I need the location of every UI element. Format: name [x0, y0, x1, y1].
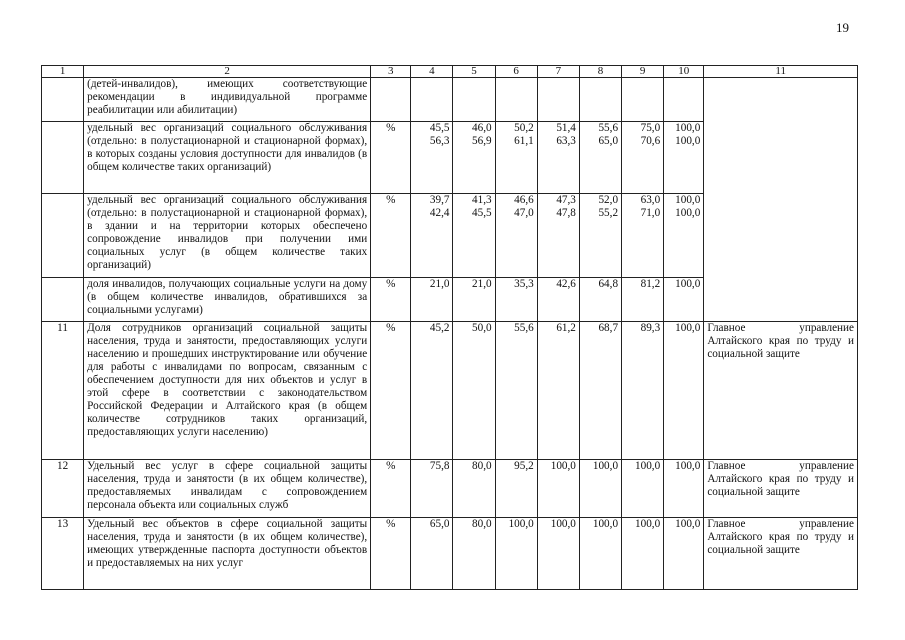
value-cell [537, 460, 579, 518]
value-text: 100,0 [550, 460, 576, 472]
header-cell: 3 [371, 66, 411, 78]
value-cell [579, 194, 621, 278]
value-cell [495, 278, 537, 322]
value-text: 68,7 [598, 322, 619, 334]
value-text: 39,7 [429, 194, 450, 206]
unit-cell: % [371, 122, 411, 194]
value-text: 42,4 [429, 207, 450, 219]
value-cell [622, 278, 664, 322]
unit-cell: % [371, 194, 411, 278]
value-cell [664, 278, 704, 322]
header-cell: 9 [622, 66, 664, 78]
value-cell [537, 122, 579, 194]
value-cell [411, 122, 453, 194]
value-cell [622, 194, 664, 278]
value-text: 63,3 [556, 135, 576, 147]
value-cell [411, 460, 453, 518]
row-index-cell [42, 278, 84, 322]
value-text: 100,0 [675, 135, 701, 147]
value-text: 75,8 [429, 460, 450, 472]
header-row [42, 66, 858, 78]
value-cell [453, 518, 495, 590]
row-index-cell: 11 [42, 322, 84, 460]
value-cell [453, 322, 495, 460]
row-index-cell [42, 194, 84, 278]
value-cell [664, 194, 704, 278]
indicators-table [41, 65, 858, 590]
value-cell [495, 194, 537, 278]
value-text: 75,0 [640, 122, 661, 134]
value-cell [537, 278, 579, 322]
value-cell [579, 122, 621, 194]
header-cell: 5 [453, 66, 495, 78]
value-text: 50,0 [472, 322, 492, 334]
value-text: 56,3 [429, 135, 450, 147]
value-cell [537, 194, 579, 278]
value-text: 51,4 [556, 122, 576, 134]
value-cell [622, 322, 664, 460]
indicator-description-cell: Удельный вес объектов в сфере социальной защиты населения, труда и занятости (в их общем количестве), имеющих утвержденные паспорта доступности объектов и предоставляемых на них услуг [84, 518, 371, 590]
header-cell: 10 [664, 66, 704, 78]
value-text: 100,0 [592, 460, 619, 472]
value-cell [411, 194, 453, 278]
value-text: 100,0 [675, 460, 701, 472]
value-cell [664, 518, 704, 590]
value-cell [453, 460, 495, 518]
value-cell [579, 518, 621, 590]
header-cell: 2 [84, 66, 371, 78]
value-text: 100,0 [592, 518, 619, 530]
value-text: 41,3 [472, 194, 492, 206]
value-cell [622, 78, 664, 122]
value-text: 70,6 [640, 135, 661, 147]
value-cell [579, 322, 621, 460]
value-cell [622, 518, 664, 590]
value-text: 55,6 [598, 122, 619, 134]
value-cell [411, 278, 453, 322]
value-text: 47,3 [556, 194, 576, 206]
value-text: 35,3 [514, 278, 534, 290]
value-text: 61,2 [556, 322, 576, 334]
value-cell [537, 322, 579, 460]
value-cell [411, 78, 453, 122]
value-cell [579, 278, 621, 322]
value-text: 100,0 [635, 518, 661, 530]
value-text: 21,0 [472, 278, 492, 290]
indicator-description-cell: Доля сотрудников организаций социальной защиты населения, труда и занятости, предоставляющих услуги населению и прошедших инструктирование или обучение для работы с инвалидами по вопросам, связанным с обеспечением доступности для них объектов и услуг в этой сфере в соответствии с законодательством Российской Федерации и Алтайского края (в общем количестве сотрудников таких организаций, предоставляющих услуги населению) [84, 322, 371, 460]
header-cell: 4 [411, 66, 453, 78]
value-cell [495, 518, 537, 590]
table-row [42, 518, 858, 590]
row-index-cell [42, 122, 84, 194]
value-cell [495, 78, 537, 122]
indicator-description-cell: удельный вес организаций социального обслуживания (отдельно: в полустационарной и стационарной формах), в здании и на территории которых обеспечено сопровождение инвалидов при получении ими социальных услуг (в общем количестве таких организаций) [84, 194, 371, 278]
value-text: 61,1 [514, 135, 534, 147]
indicator-description-cell: доля инвалидов, получающих социальные услуги на дому (в общем количестве инвалидов, обратившихся за социальными услугами) [84, 278, 371, 322]
value-text: 100,0 [508, 518, 534, 530]
value-text: 65,0 [429, 518, 450, 530]
value-text: 100,0 [675, 278, 701, 290]
unit-cell: % [371, 460, 411, 518]
header-cell: 11 [704, 66, 858, 78]
indicator-description-cell: удельный вес организаций социального обслуживания (отдельно: в полустационарной и стационарной формах), в которых созданы условия доступности для инвалидов (в общем количестве таких организаций) [84, 122, 371, 194]
responsible-cell: Главное управление Алтайского края по труду и социальной защите [704, 518, 858, 590]
value-cell [453, 194, 495, 278]
value-cell [411, 322, 453, 460]
unit-cell [371, 78, 411, 122]
responsible-cell: Главное управление Алтайского края по труду и социальной защите [704, 322, 858, 460]
value-text: 55,2 [598, 207, 619, 219]
value-text: 100,0 [675, 207, 701, 219]
value-cell [622, 460, 664, 518]
value-text: 89,3 [640, 322, 661, 334]
value-text: 50,2 [514, 122, 534, 134]
value-cell [579, 78, 621, 122]
responsible-cell [704, 78, 858, 322]
value-text: 100,0 [635, 460, 661, 472]
value-cell [411, 518, 453, 590]
table-row [42, 322, 858, 460]
header-cell: 7 [537, 66, 579, 78]
page-number: 19 [836, 20, 849, 35]
header-cell: 6 [495, 66, 537, 78]
row-index-cell: 13 [42, 518, 84, 590]
value-text: 42,6 [556, 278, 576, 290]
value-cell [453, 78, 495, 122]
unit-cell: % [371, 278, 411, 322]
value-text: 45,2 [429, 322, 450, 334]
indicator-description-cell: Удельный вес услуг в сфере социальной защиты населения, труда и занятости (в их общем количестве), предоставляемых инвалидам с сопровождением персонала объекта или социальных служб [84, 460, 371, 518]
value-text: 47,8 [556, 207, 576, 219]
value-text: 52,0 [598, 194, 619, 206]
value-text: 45,5 [429, 122, 450, 134]
value-text: 65,0 [598, 135, 619, 147]
unit-cell: % [371, 322, 411, 460]
responsible-cell: Главное управление Алтайского края по труду и социальной защите [704, 460, 858, 518]
value-text: 80,0 [472, 518, 492, 530]
value-text: 21,0 [429, 278, 450, 290]
value-text: 63,0 [640, 194, 661, 206]
value-text: 95,2 [514, 460, 534, 472]
value-text: 80,0 [472, 460, 492, 472]
value-text: 56,9 [472, 135, 492, 147]
value-text: 64,8 [598, 278, 619, 290]
unit-cell: % [371, 518, 411, 590]
value-cell [537, 518, 579, 590]
value-cell [579, 460, 621, 518]
value-text: 46,0 [472, 122, 492, 134]
row-index-cell [42, 78, 84, 122]
value-cell [664, 122, 704, 194]
value-text: 100,0 [675, 518, 701, 530]
value-text: 100,0 [675, 194, 701, 206]
value-cell [453, 278, 495, 322]
table-row [42, 460, 858, 518]
value-cell [495, 460, 537, 518]
indicator-description-cell: (детей-инвалидов), имеющих соответствующие рекомендации в индивидуальной программе реабилитации или абилитации) [84, 78, 371, 122]
header-cell: 1 [42, 66, 84, 78]
value-text: 45,5 [472, 207, 492, 219]
value-text: 100,0 [675, 322, 701, 334]
value-cell [453, 122, 495, 194]
value-cell [537, 78, 579, 122]
value-text: 46,6 [514, 194, 534, 206]
table-row [42, 78, 858, 122]
header-cell: 8 [579, 66, 621, 78]
value-text: 55,6 [514, 322, 534, 334]
value-text: 100,0 [550, 518, 576, 530]
value-text: 47,0 [514, 207, 534, 219]
value-cell [495, 322, 537, 460]
value-cell [495, 122, 537, 194]
value-cell [664, 78, 704, 122]
value-text: 100,0 [675, 122, 701, 134]
value-text: 81,2 [640, 278, 661, 290]
value-cell [664, 460, 704, 518]
row-index-cell: 12 [42, 460, 84, 518]
value-cell [664, 322, 704, 460]
value-cell [622, 122, 664, 194]
value-text: 71,0 [640, 207, 661, 219]
